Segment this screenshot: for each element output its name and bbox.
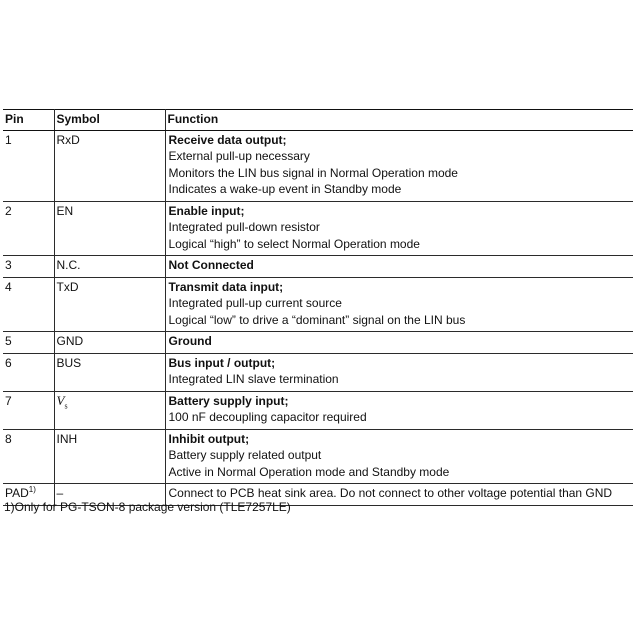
function-line: Logical “high” to select Normal Operation mode [168,236,420,251]
pin-function [165,130,633,201]
footnote-marker: 1) [28,485,36,494]
pin-number: 6 [3,353,54,391]
function-line: 100 nF decoupling capacitor required [168,410,367,424]
function-line: Monitors the LIN bus signal in Normal Operation mode [168,165,458,180]
pin-symbol: – [54,484,165,506]
header-pin: Pin [3,110,54,131]
function-title: Ground [168,334,212,348]
table-row [3,353,633,391]
pin-number: 8 [3,429,54,484]
pin-number: PAD$^{1)}$ [3,484,54,506]
function-title: Transmit data input; [168,279,284,294]
package-name: PG-TSON-8 [60,500,126,514]
function-line: Integrated pull-down resistor [168,220,320,234]
function-line: Connect to PCB heat sink area. Do not connect to other voltage potential than GND [168,486,613,500]
pin-function [165,353,633,391]
pin-symbol: N.C. [54,256,165,278]
supply-voltage-symbol: $V_s$ [56,392,68,411]
function-title: Enable input; [168,203,245,218]
pin-function [165,277,633,332]
pin-function [165,201,633,256]
table-row [3,332,633,354]
pin-function [165,332,633,354]
pin-definitions-table [3,109,633,506]
pin-symbol: INH [54,429,165,484]
function-line: Logical “low” to drive a “dominant” signal on the LIN bus [168,312,466,327]
pin-number: 1 [3,130,54,201]
function-line: Integrated pull-up current source [168,296,342,310]
pin-number: 4 [3,277,54,332]
pin-number: 3 [3,256,54,278]
pin-symbol: GND [54,332,165,354]
function-title: Battery supply input; [168,393,289,408]
function-title: Not Connected [168,258,254,272]
header-function: Function [165,110,633,131]
function-title: Bus input / output; [168,355,276,370]
table-row [3,130,633,201]
table-row [3,391,633,429]
table-row [3,201,633,256]
function-line: External pull-up necessary [168,149,310,163]
pin-function [165,391,633,429]
table-header-row [3,110,633,131]
pin-number: 5 [3,332,54,354]
pin-symbol: BUS [54,353,165,391]
header-symbol: Symbol [54,110,165,131]
function-line: Indicates a wake-up event in Standby mode [168,182,402,196]
pin-symbol: EN [54,201,165,256]
pin-symbol: RxD [54,130,165,201]
pin-number: 7 [3,391,54,429]
pin-symbol [54,391,165,429]
pin-number: 2 [3,201,54,256]
table-row [3,277,633,332]
function-line: Active in Normal Operation mode and Standby mode [168,464,450,479]
function-title: Inhibit output; [168,431,250,446]
function-line: Integrated LIN slave termination [168,372,339,386]
pin-symbol: TxD [54,277,165,332]
function-title: Receive data output; [168,132,287,147]
pin-function [165,429,633,484]
table-row [3,256,633,278]
table-footnote: 1)Only for PG-TSON-8 package version (TLE7257LE) [4,500,291,514]
pin-function [165,256,633,278]
function-line: Battery supply related output [168,448,322,462]
table-row [3,429,633,484]
